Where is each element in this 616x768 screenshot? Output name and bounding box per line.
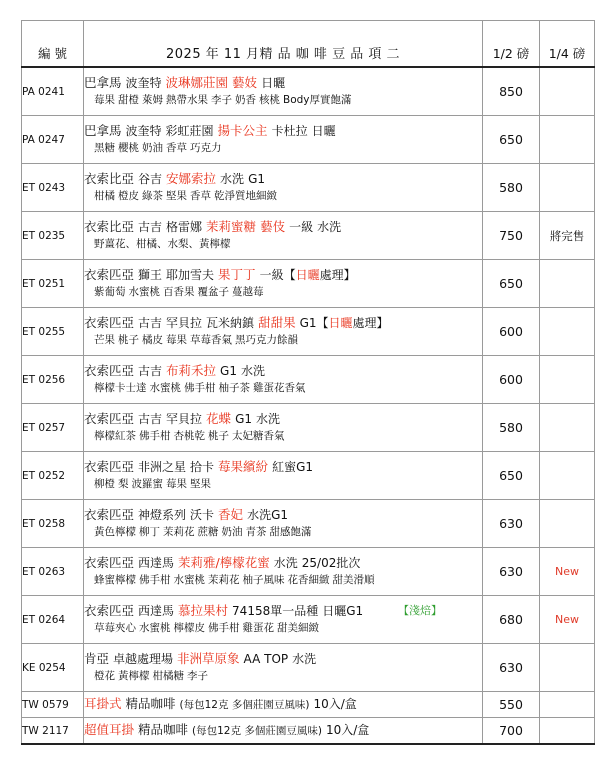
process-label: 水洗 bbox=[256, 412, 281, 426]
flavor-note: 橙花 bbox=[94, 670, 115, 682]
flavor-note: 莓果 bbox=[166, 478, 187, 490]
product-description bbox=[84, 67, 483, 116]
region-label: 獅王 bbox=[138, 268, 163, 282]
highlight-variety: 藝妓 bbox=[232, 75, 258, 90]
product-title-line bbox=[84, 602, 482, 620]
flavor-note: 花香細緻 bbox=[287, 574, 330, 586]
flavor-note: 堅果 bbox=[166, 190, 187, 202]
table-row bbox=[22, 452, 595, 500]
flavor-note: 黑糖 bbox=[94, 142, 115, 154]
half-pound-price: 580 bbox=[483, 404, 540, 452]
product-code: ET 0263 bbox=[22, 548, 84, 596]
highlight-name: 揚卡公主 bbox=[217, 123, 268, 138]
flavor-note: 櫻桃 bbox=[118, 142, 139, 154]
process-label: 74158單一品種 bbox=[232, 604, 319, 618]
half-pound-price: 600 bbox=[483, 308, 540, 356]
origin-label: 肯亞 bbox=[84, 651, 110, 666]
flavor-note: 佛手柑 bbox=[139, 574, 171, 586]
product-code: PA 0241 bbox=[22, 67, 84, 116]
table-row bbox=[22, 548, 595, 596]
flavor-note: 柚子茶 bbox=[218, 382, 250, 394]
table-row bbox=[22, 404, 595, 452]
flavor-note: 茉莉花 bbox=[208, 574, 240, 586]
flavor-note: 檸檬卡士達 bbox=[94, 382, 147, 394]
process-label: G1【 bbox=[299, 316, 329, 330]
flavor-note: 雞蛋花香氣 bbox=[253, 382, 306, 394]
highlight-name: 果丁丁 bbox=[218, 267, 256, 282]
flavor-note: 覆盆子 bbox=[197, 286, 229, 298]
origin-label: 衣索匹亞 bbox=[84, 459, 135, 474]
process-label: 25/02批次 bbox=[301, 556, 361, 570]
region-label: 罕貝拉 bbox=[166, 316, 203, 330]
flavor-note: 杏桃乾 bbox=[173, 430, 205, 442]
product-code: ET 0256 bbox=[22, 356, 84, 404]
process-label: 一級 bbox=[289, 220, 314, 234]
product-title-line bbox=[84, 218, 482, 236]
header-half-pound: 1/2 磅 bbox=[483, 21, 540, 68]
product-title-line bbox=[84, 695, 482, 714]
product-description bbox=[84, 356, 483, 404]
flavor-notes-line bbox=[84, 92, 482, 109]
flavor-notes-line bbox=[84, 140, 482, 157]
region-label: 古吉 bbox=[138, 316, 163, 330]
region-label: 瓦米納鎮 bbox=[206, 316, 255, 330]
process-label: 紅蜜G1 bbox=[272, 460, 313, 474]
product-description bbox=[84, 500, 483, 548]
process-label: 日曬 bbox=[261, 76, 286, 90]
quarter-pound-note: 將完售 bbox=[540, 212, 595, 260]
product-code: KE 0254 bbox=[22, 644, 84, 692]
flavor-notes-line bbox=[84, 332, 482, 349]
quarter-pound-note bbox=[540, 500, 595, 548]
product-title-line bbox=[84, 458, 482, 476]
header-title: 2025 年 11 月精 品 咖 啡 豆 品 項 二 bbox=[84, 21, 483, 68]
highlight-name: 波琳娜莊園 bbox=[165, 75, 229, 90]
flavor-note: 奶香 bbox=[235, 94, 256, 106]
origin-label: 衣索匹亞 bbox=[84, 507, 135, 522]
flavor-notes-line bbox=[84, 188, 482, 205]
origin-label: 巴拿馬 bbox=[84, 123, 122, 138]
flavor-note: 黃檸檬 bbox=[118, 670, 150, 682]
process-highlight: 日曬 bbox=[328, 316, 353, 330]
flavor-note: 柚子風味 bbox=[242, 574, 285, 586]
price-list-table bbox=[21, 20, 595, 745]
highlight-name: 甜甜果 bbox=[258, 315, 296, 330]
quarter-pound-note bbox=[540, 260, 595, 308]
flavor-note: 水蜜桃 bbox=[173, 574, 205, 586]
highlight-name: 慕拉果村 bbox=[178, 603, 229, 618]
product-code: ET 0235 bbox=[22, 212, 84, 260]
process-label: 一級【 bbox=[259, 268, 296, 282]
table-row bbox=[22, 260, 595, 308]
flavor-note: 佛手柑 bbox=[139, 430, 171, 442]
table-row bbox=[22, 67, 595, 116]
process-label: 日曬G1 bbox=[322, 604, 364, 618]
header-code: 編 號 bbox=[22, 21, 84, 68]
product-title-line bbox=[84, 410, 482, 428]
origin-label: 衣索匹亞 bbox=[84, 411, 135, 426]
flavor-note: 柑橘糖 bbox=[152, 670, 184, 682]
flavor-note: 橘皮 bbox=[142, 334, 163, 346]
quarter-pound-note: New bbox=[540, 596, 595, 644]
table-row bbox=[22, 644, 595, 692]
process-label: 日曬 bbox=[311, 124, 336, 138]
flavor-notes-line bbox=[84, 236, 482, 253]
header-row bbox=[22, 21, 595, 68]
table-row bbox=[22, 116, 595, 164]
quarter-pound-note: New bbox=[540, 548, 595, 596]
product-code: ET 0255 bbox=[22, 308, 84, 356]
flavor-note: 奶油 bbox=[221, 526, 243, 538]
flavor-note: 青茶 bbox=[245, 526, 267, 538]
highlight-name: 超值耳掛 bbox=[84, 722, 135, 737]
process-label: 卡杜拉 bbox=[271, 124, 308, 138]
product-description bbox=[84, 596, 483, 644]
flavor-note: 巧克力 bbox=[190, 142, 222, 154]
region-label: 西達馬 bbox=[138, 604, 175, 618]
highlight-name: 莓果繽紛 bbox=[218, 459, 269, 474]
origin-label: 衣索比亞 bbox=[84, 219, 135, 234]
flavor-note: 桃子 bbox=[118, 334, 139, 346]
flavor-note: 水蜜桃 bbox=[139, 622, 171, 634]
flavor-note: 佛手柑 bbox=[208, 622, 240, 634]
region-label: 神燈系列 bbox=[138, 508, 187, 522]
flavor-note: 甜美滑順 bbox=[332, 574, 375, 586]
flavor-notes-line bbox=[84, 572, 482, 589]
product-type: 精品咖啡 bbox=[125, 696, 176, 711]
flavor-note: 百香果 bbox=[163, 286, 195, 298]
flavor-note: 柑橘 bbox=[94, 190, 115, 202]
product-code: TW 2117 bbox=[22, 718, 84, 745]
product-code: ET 0264 bbox=[22, 596, 84, 644]
flavor-note: 黑巧克力餘韻 bbox=[235, 334, 298, 346]
quarter-pound-note bbox=[540, 164, 595, 212]
product-description bbox=[84, 116, 483, 164]
region-label: 谷吉 bbox=[138, 172, 163, 186]
flavor-note: 雞蛋花 bbox=[242, 622, 274, 634]
pack-size: 10入/盒 bbox=[325, 723, 370, 737]
product-description bbox=[84, 260, 483, 308]
quarter-pound-note bbox=[540, 404, 595, 452]
flavor-note: 黃色檸檬 bbox=[94, 526, 136, 538]
flavor-note: 蔗糖 bbox=[197, 526, 219, 538]
process-label: G1 bbox=[220, 364, 237, 378]
flavor-note: 綠茶 bbox=[142, 190, 163, 202]
quarter-pound-note bbox=[540, 356, 595, 404]
highlight-name: 香妃 bbox=[218, 507, 244, 522]
half-pound-price: 600 bbox=[483, 356, 540, 404]
half-pound-price: 580 bbox=[483, 164, 540, 212]
flavor-notes-line bbox=[84, 476, 482, 493]
quarter-pound-note bbox=[540, 718, 595, 745]
half-pound-price: 650 bbox=[483, 116, 540, 164]
flavor-note: 乾淨質地細緻 bbox=[214, 190, 277, 202]
flavor-note: 蔓越莓 bbox=[232, 286, 264, 298]
half-pound-price: 630 bbox=[483, 644, 540, 692]
product-description bbox=[84, 164, 483, 212]
region-label: 彩虹莊園 bbox=[165, 124, 214, 138]
product-code: ET 0251 bbox=[22, 260, 84, 308]
flavor-note: 萊姆 bbox=[142, 94, 163, 106]
flavor-note: 莓果 bbox=[166, 334, 187, 346]
flavor-notes-line bbox=[84, 620, 482, 637]
process-suffix: 處理】 bbox=[319, 268, 356, 282]
region-label: 古吉 bbox=[138, 364, 163, 378]
half-pound-price: 650 bbox=[483, 260, 540, 308]
product-title-line bbox=[84, 314, 482, 332]
product-code: ET 0243 bbox=[22, 164, 84, 212]
flavor-note: 檸檬皮 bbox=[173, 622, 205, 634]
region-label: 卓越處理場 bbox=[113, 652, 174, 666]
highlight-name: 非洲草原象 bbox=[177, 651, 240, 666]
region-label: 古吉 bbox=[138, 412, 163, 426]
half-pound-price: 650 bbox=[483, 452, 540, 500]
flavor-note: 奶油 bbox=[142, 142, 163, 154]
flavor-note: 水蜜桃 bbox=[149, 382, 181, 394]
product-title-line bbox=[84, 721, 482, 740]
flavor-note: 太妃糖香氣 bbox=[232, 430, 285, 442]
flavor-note: 梨 bbox=[118, 478, 129, 490]
pack-size: 10入/盒 bbox=[313, 697, 357, 711]
origin-label: 衣索匹亞 bbox=[84, 267, 135, 282]
region-label: 格雷娜 bbox=[166, 220, 203, 234]
flavor-note: 野薑花、柑橘、水梨、黃檸檬 bbox=[94, 238, 231, 250]
half-pound-price: 700 bbox=[483, 718, 540, 745]
flavor-note: 香草 bbox=[166, 142, 187, 154]
flavor-note: 李子 bbox=[211, 94, 232, 106]
flavor-note: 水蜜桃 bbox=[128, 286, 160, 298]
table-row bbox=[22, 308, 595, 356]
half-pound-price: 630 bbox=[483, 500, 540, 548]
highlight-name: 布莉禾拉 bbox=[166, 363, 217, 378]
quarter-pound-note bbox=[540, 67, 595, 116]
table-row bbox=[22, 596, 595, 644]
flavor-notes-line bbox=[84, 380, 482, 397]
flavor-note: 核桃 bbox=[259, 94, 280, 106]
half-pound-price: 850 bbox=[483, 67, 540, 116]
product-description bbox=[84, 644, 483, 692]
origin-label: 衣索匹亞 bbox=[84, 315, 135, 330]
table-row bbox=[22, 356, 595, 404]
process-label: G1 bbox=[235, 412, 252, 426]
half-pound-price: 630 bbox=[483, 548, 540, 596]
flavor-note: 草莓香氣 bbox=[190, 334, 232, 346]
product-title-line bbox=[84, 170, 482, 188]
process-label: 水洗G1 bbox=[247, 508, 288, 522]
product-code: TW 0579 bbox=[22, 692, 84, 718]
flavor-note: Body厚實飽滿 bbox=[283, 94, 352, 106]
quarter-pound-note bbox=[540, 308, 595, 356]
product-description bbox=[84, 404, 483, 452]
product-title-line bbox=[84, 650, 482, 668]
table-row bbox=[22, 164, 595, 212]
flavor-note: 茉莉花 bbox=[163, 526, 195, 538]
flavor-note: 桃子 bbox=[208, 430, 229, 442]
region-label: 沃卡 bbox=[190, 508, 215, 522]
origin-label: 衣索匹亞 bbox=[84, 603, 135, 618]
highlight-name: 茉莉雅/檸檬花蜜 bbox=[178, 555, 270, 570]
product-title-line bbox=[84, 74, 482, 92]
process-label: 水洗 bbox=[317, 220, 342, 234]
origin-label: 衣索匹亞 bbox=[84, 363, 135, 378]
flavor-note: 橙皮 bbox=[118, 190, 139, 202]
product-title-line bbox=[84, 266, 482, 284]
table-row bbox=[22, 692, 595, 718]
process-suffix: 處理】 bbox=[352, 316, 389, 330]
flavor-note: 李子 bbox=[187, 670, 208, 682]
product-description bbox=[84, 452, 483, 500]
region-label: 非洲之星 bbox=[138, 460, 187, 474]
region-label: 古吉 bbox=[138, 220, 163, 234]
half-pound-price: 750 bbox=[483, 212, 540, 260]
roast-level-label: 【淺焙】 bbox=[398, 604, 442, 617]
flavor-notes-line bbox=[84, 428, 482, 445]
process-label: G1 bbox=[248, 172, 265, 186]
product-code: ET 0252 bbox=[22, 452, 84, 500]
flavor-note: 紫葡萄 bbox=[94, 286, 126, 298]
region-label: 西達馬 bbox=[138, 556, 175, 570]
product-code: ET 0257 bbox=[22, 404, 84, 452]
flavor-notes-line bbox=[84, 284, 482, 301]
region-label: 耶加雪夫 bbox=[166, 268, 215, 282]
process-label: 水洗 bbox=[240, 364, 265, 378]
product-description bbox=[84, 548, 483, 596]
package-detail: (每包12克 多個莊園豆風味) bbox=[179, 699, 310, 711]
highlight-name: 安娜索拉 bbox=[166, 171, 217, 186]
flavor-note: 蜂蜜檸檬 bbox=[94, 574, 136, 586]
highlight-name: 花蝶 bbox=[206, 411, 232, 426]
origin-label: 衣索匹亞 bbox=[84, 555, 135, 570]
flavor-notes-line bbox=[84, 668, 482, 685]
origin-label: 巴拿馬 bbox=[84, 75, 122, 90]
flavor-note: 芒果 bbox=[94, 334, 115, 346]
half-pound-price: 680 bbox=[483, 596, 540, 644]
flavor-note: 柳丁 bbox=[139, 526, 160, 538]
process-highlight: 日曬 bbox=[295, 268, 320, 282]
process-label: 水洗 bbox=[292, 652, 317, 666]
process-label: 水洗 bbox=[220, 172, 245, 186]
flavor-note: 莓果 bbox=[94, 94, 115, 106]
region-label: 波奎特 bbox=[125, 76, 162, 90]
product-description bbox=[84, 308, 483, 356]
flavor-note: 波羅蜜 bbox=[131, 478, 163, 490]
highlight-variety: 藝伎 bbox=[260, 219, 286, 234]
table-row bbox=[22, 718, 595, 745]
flavor-note: 草莓夾心 bbox=[94, 622, 136, 634]
flavor-note: 堅果 bbox=[190, 478, 211, 490]
flavor-note: 檸檬紅茶 bbox=[94, 430, 136, 442]
product-code: ET 0258 bbox=[22, 500, 84, 548]
product-title-line bbox=[84, 122, 482, 140]
quarter-pound-note bbox=[540, 644, 595, 692]
flavor-note: 柳橙 bbox=[94, 478, 115, 490]
process-label: 水洗 bbox=[273, 556, 298, 570]
region-label: 罕貝拉 bbox=[166, 412, 203, 426]
product-title-line bbox=[84, 506, 482, 524]
quarter-pound-note bbox=[540, 452, 595, 500]
product-type: 精品咖啡 bbox=[138, 722, 189, 737]
quarter-pound-note bbox=[540, 692, 595, 718]
region-label: 拾卡 bbox=[190, 460, 215, 474]
table-row bbox=[22, 212, 595, 260]
product-code: PA 0247 bbox=[22, 116, 84, 164]
flavor-note: 熱帶水果 bbox=[166, 94, 208, 106]
product-title-line bbox=[84, 362, 482, 380]
flavor-note: 甜橙 bbox=[118, 94, 139, 106]
flavor-note: 甜感飽滿 bbox=[269, 526, 312, 538]
package-detail: (每包12克 多個莊園豆風味) bbox=[192, 725, 322, 737]
flavor-note: 甜美細緻 bbox=[277, 622, 319, 634]
highlight-name: 茉莉蜜糖 bbox=[206, 219, 257, 234]
product-title-line bbox=[84, 554, 482, 572]
quarter-pound-note bbox=[540, 116, 595, 164]
process-label: AA TOP bbox=[243, 652, 289, 666]
half-pound-price: 550 bbox=[483, 692, 540, 718]
highlight-name: 耳掛式 bbox=[84, 696, 122, 711]
product-description bbox=[84, 718, 483, 745]
product-description bbox=[84, 212, 483, 260]
flavor-note: 佛手柑 bbox=[184, 382, 216, 394]
product-description bbox=[84, 692, 483, 718]
region-label: 波奎特 bbox=[125, 124, 162, 138]
flavor-note: 香草 bbox=[190, 190, 211, 202]
origin-label: 衣索比亞 bbox=[84, 171, 135, 186]
table-row bbox=[22, 500, 595, 548]
header-quarter-pound: 1/4 磅 bbox=[540, 21, 595, 68]
flavor-notes-line bbox=[84, 524, 482, 541]
